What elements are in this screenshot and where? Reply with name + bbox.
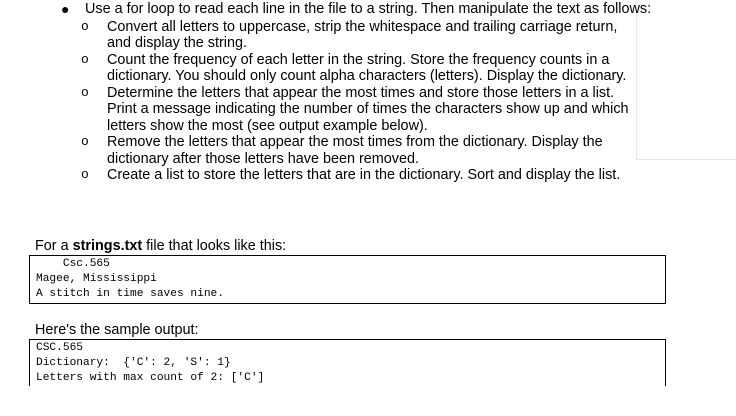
output-content-box	[29, 339, 666, 386]
file-name: strings.txt	[72, 238, 143, 254]
sub-bullet-text: Count the frequency of each letter in the string. Store the frequency counts in a dictionary. You should only count alpha characters (letters). Display the dictionary.	[107, 51, 627, 84]
output-example-label: Here's the sample output:	[35, 322, 199, 338]
main-bullet-text: Use a for loop to read each line in the file to a string. Then manipulate the text as follows:	[85, 1, 652, 17]
output-line: Dictionary: {'C': 2, 'S': 1}	[36, 357, 231, 369]
sub-bullet-item	[81, 134, 641, 167]
sub-bullet-text: Remove the letters that appear the most times from the dictionary. Display the dictionary after those letters have been removed.	[107, 134, 603, 167]
hollow-bullet-icon: o	[81, 18, 89, 34]
file-line: Csc.565	[36, 258, 110, 270]
file-label-suffix: file that looks like this:	[142, 238, 287, 254]
hollow-bullet-icon: o	[81, 167, 89, 182]
sub-bullet-item	[81, 167, 641, 184]
output-line: Letters with max count of 2: ['C']	[36, 372, 265, 384]
hollow-bullet-icon: o	[81, 51, 89, 67]
instruction-list	[58, 1, 658, 184]
file-line: Magee, Mississippi	[36, 273, 157, 285]
file-label-prefix: For a	[35, 238, 73, 254]
sub-bullet-list	[81, 19, 641, 184]
file-content-box	[29, 255, 666, 304]
sub-bullet-text: Convert all letters to uppercase, strip the whitespace and trailing carriage return, and display the string.	[107, 18, 618, 51]
sub-bullet-text: Determine the letters that appear the most times and store those letters in a list. Print a message indicating the number of times the characters show up and which letters show the most (see output example below).	[107, 84, 629, 134]
output-line: CSC.565	[36, 342, 83, 354]
hollow-bullet-icon: o	[81, 134, 89, 149]
sub-bullet-item	[81, 52, 641, 85]
bullet-dot-icon: ●	[61, 1, 70, 17]
sub-bullet-text: Create a list to store the letters that are in the dictionary. Sort and display the list.	[107, 167, 621, 183]
sub-bullet-item	[81, 85, 641, 135]
file-line: A stitch in time saves nine.	[36, 288, 224, 300]
main-bullet	[58, 1, 658, 18]
sub-bullet-item	[81, 19, 641, 52]
file-example-label	[35, 238, 286, 254]
hollow-bullet-icon: o	[81, 84, 89, 100]
